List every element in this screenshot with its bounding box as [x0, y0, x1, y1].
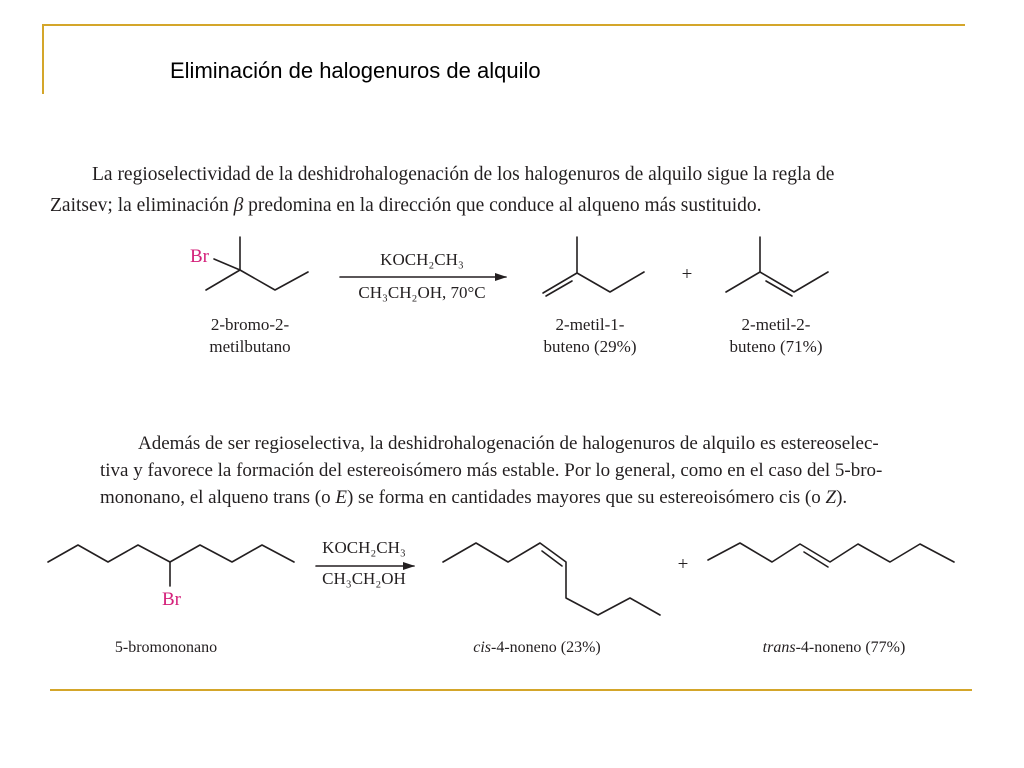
solvent-conditions: CH₃CH₂OH, 70°C [358, 283, 486, 302]
product-name-cis [473, 639, 601, 656]
paragraph-stereo-line1: Además de ser regioselectiva, la deshidrohalogenación de halogenuros de alquilo es estereoselec- [138, 433, 879, 454]
product2-name-line2: buteno (71%) [729, 337, 823, 356]
product-2-metil-2-buteno [726, 237, 828, 296]
product-cis-4-noneno [443, 543, 660, 615]
plus-sign-2: + [677, 554, 689, 575]
product1-name-line1: 2-metil-1- [555, 315, 625, 334]
product-trans-4-noneno [708, 543, 954, 567]
reagent-koch2ch3: KOCH₂CH₃ [380, 250, 464, 269]
reagent-koch2ch3-2: KOCH₂CH₃ [322, 538, 406, 557]
label-e: E [335, 487, 347, 508]
paragraph-stereo-line3c: ). [836, 487, 848, 508]
reaction-arrow-2 [316, 538, 414, 588]
trans-prefix: trans [762, 639, 796, 656]
bromine-label: Br [190, 246, 209, 267]
cis-rest: -4-noneno (23%) [491, 639, 601, 656]
slide-title: Eliminación de halogenuros de alquilo [170, 58, 541, 83]
product-2-metil-1-buteno [543, 237, 644, 296]
reactant-name-line1: 2-bromo-2- [210, 315, 290, 334]
beta-symbol: β [233, 195, 244, 216]
label-z: Z [825, 487, 837, 508]
cis-prefix: cis [473, 639, 492, 656]
paragraph-zaitsev-line1: La regioselectividad de la deshidrohalogenación de los halogenuros de alquilo sigue la regla de [92, 164, 835, 185]
bromine-label-2: Br [162, 589, 181, 610]
reaction-arrow-1 [340, 250, 506, 302]
trans-rest: -4-noneno (77%) [795, 639, 906, 656]
paragraph-stereo-line3a: mononano, el alqueno trans (o [100, 487, 336, 508]
product-name-trans [763, 639, 906, 656]
reactant-name-line2: metilbutano [209, 337, 291, 356]
reactant-2-bromo-2-metilbutano [190, 237, 308, 290]
plus-sign-1: + [681, 264, 693, 285]
paragraph-stereo-line3b: ) se forma en cantidades mayores que su estereoisómero cis (o [346, 487, 826, 508]
reactant-5-bromononano [48, 545, 294, 610]
paragraph-stereo-line2: tiva y favorece la formación del estereoisómero más estable. Por lo general, como en el caso del 5-bro- [100, 460, 883, 481]
reactant-name-5-bromononano: 5-bromononano [114, 639, 218, 656]
paragraph-zaitsev-line2a: Zaitsev; la eliminación [50, 195, 234, 216]
solvent-2: CH₃CH₂OH [322, 569, 406, 588]
product1-name-line2: buteno (29%) [543, 337, 637, 356]
paragraph-zaitsev-line2b: predomina en la dirección que conduce al alqueno más sustituido. [243, 195, 762, 216]
product2-name-line1: 2-metil-2- [741, 315, 811, 334]
